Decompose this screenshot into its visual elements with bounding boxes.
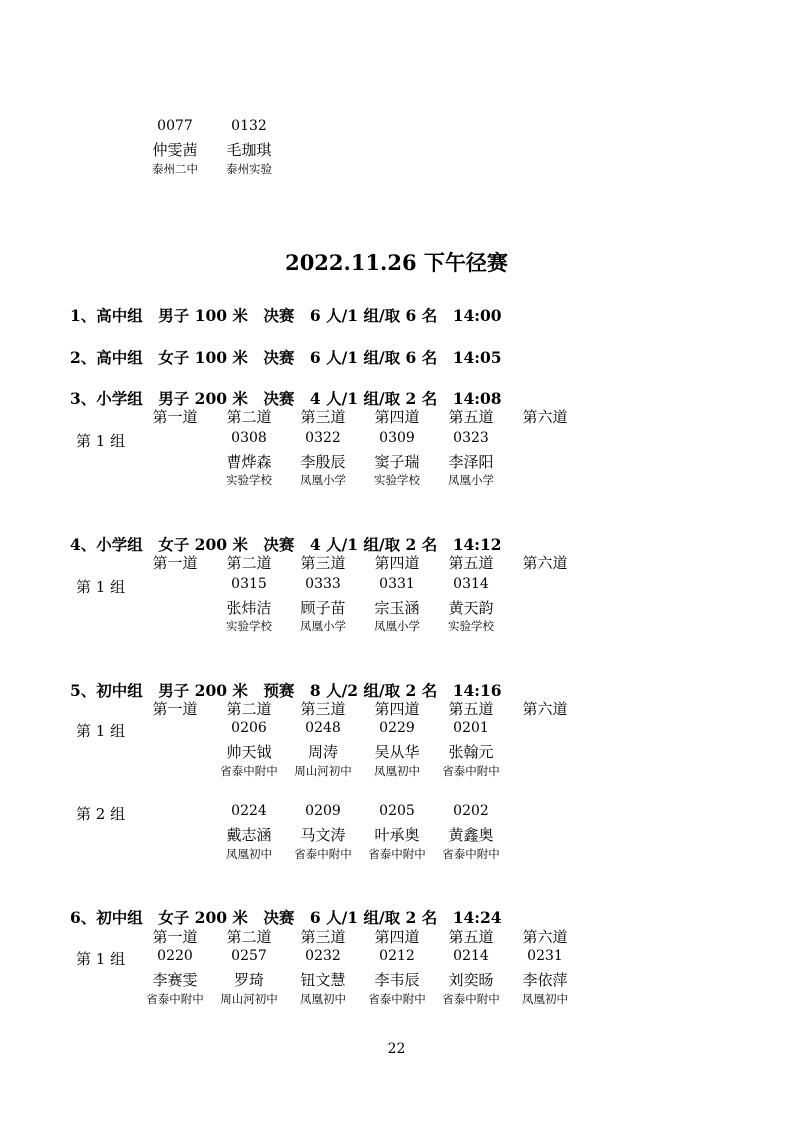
group-label: 第 1 组 xyxy=(76,722,126,740)
entry-school: 省泰中附中 xyxy=(442,847,500,861)
entry-school: 省泰中附中 xyxy=(294,847,352,861)
entry-id: 0224 xyxy=(231,803,267,819)
entry-school: 实验学校 xyxy=(374,473,420,487)
entry-id: 0205 xyxy=(379,803,415,819)
entry-id: 0212 xyxy=(379,948,415,964)
entry-id: 0248 xyxy=(305,720,341,736)
entry-school: 实验学校 xyxy=(226,619,272,633)
event-header-3: 3、小学组 男子 200 米 决赛 4 人/1 组/取 2 名 14:08 xyxy=(70,389,502,408)
entry-name: 毛珈琪 xyxy=(226,141,272,159)
group-label: 第 1 组 xyxy=(76,578,126,596)
entry-id: 0232 xyxy=(305,948,341,964)
entry-name: 张炜洁 xyxy=(226,599,272,617)
entry-id: 0323 xyxy=(453,430,489,446)
entry-name: 罗琦 xyxy=(233,971,264,989)
entry-name: 戴志涵 xyxy=(226,826,272,844)
entry-school: 省泰中附中 xyxy=(368,992,426,1006)
entry-school: 省泰中附中 xyxy=(220,764,278,778)
entry-school: 泰州二中 xyxy=(152,162,198,176)
lane-header: 第六道 xyxy=(522,408,568,426)
event-header-2: 2、高中组 女子 100 米 决赛 6 人/1 组/取 6 名 14:05 xyxy=(70,348,502,367)
lane-header: 第一道 xyxy=(152,554,198,572)
entry-school: 周山河初中 xyxy=(294,764,352,778)
entry-name: 李殷辰 xyxy=(300,453,346,471)
lane-header: 第一道 xyxy=(152,408,198,426)
lane-header: 第三道 xyxy=(300,554,346,572)
entry-name: 李依萍 xyxy=(522,971,568,989)
entry-name: 吴从华 xyxy=(374,743,420,761)
entry-school: 周山河初中 xyxy=(220,992,278,1006)
entry-id: 0220 xyxy=(157,948,193,964)
entry-id: 0229 xyxy=(379,720,415,736)
entry-name: 宗玉涵 xyxy=(374,599,420,617)
entry-id: 0331 xyxy=(379,576,415,592)
page-title: 2022.11.26 下午径赛 xyxy=(285,250,508,275)
lane-header: 第一道 xyxy=(152,928,198,946)
lane-header: 第四道 xyxy=(374,408,420,426)
entry-name: 窦子瑞 xyxy=(374,453,420,471)
lane-header: 第一道 xyxy=(152,700,198,718)
lane-header: 第五道 xyxy=(448,554,494,572)
entry-id: 0077 xyxy=(157,118,193,134)
lane-header: 第五道 xyxy=(448,928,494,946)
lane-header: 第二道 xyxy=(226,700,272,718)
entry-name: 李泽阳 xyxy=(448,453,494,471)
lane-header: 第五道 xyxy=(448,700,494,718)
entry-name: 刘奕旸 xyxy=(448,971,494,989)
entry-school: 凤凰小学 xyxy=(300,619,346,633)
entry-name: 黄鑫奥 xyxy=(448,826,494,844)
lane-header: 第六道 xyxy=(522,554,568,572)
entry-school: 凤凰初中 xyxy=(374,764,420,778)
entry-school: 凤凰初中 xyxy=(226,847,272,861)
entry-id: 0314 xyxy=(453,576,489,592)
entry-name: 张翰元 xyxy=(448,743,494,761)
event-header-1: 1、高中组 男子 100 米 决赛 6 人/1 组/取 6 名 14:00 xyxy=(70,306,502,325)
entry-id: 0309 xyxy=(379,430,415,446)
entry-id: 0315 xyxy=(231,576,267,592)
event-header-6: 6、初中组 女子 200 米 决赛 6 人/1 组/取 2 名 14:24 xyxy=(70,908,502,927)
entry-school: 省泰中附中 xyxy=(442,764,500,778)
group-label: 第 1 组 xyxy=(76,432,126,450)
entry-id: 0214 xyxy=(453,948,489,964)
lane-header: 第三道 xyxy=(300,928,346,946)
lane-header: 第二道 xyxy=(226,928,272,946)
lane-header: 第五道 xyxy=(448,408,494,426)
lane-header: 第三道 xyxy=(300,408,346,426)
entry-id: 0308 xyxy=(231,430,267,446)
event-header-4: 4、小学组 女子 200 米 决赛 4 人/1 组/取 2 名 14:12 xyxy=(70,535,502,554)
entry-school: 省泰中附中 xyxy=(368,847,426,861)
entry-school: 省泰中附中 xyxy=(442,992,500,1006)
group-label: 第 2 组 xyxy=(76,805,126,823)
entry-name: 李赛雯 xyxy=(152,971,198,989)
lane-header: 第二道 xyxy=(226,554,272,572)
entry-name: 黄天韵 xyxy=(448,599,494,617)
lane-header: 第四道 xyxy=(374,700,420,718)
entry-id: 0209 xyxy=(305,803,341,819)
entry-id: 0333 xyxy=(305,576,341,592)
lane-header: 第二道 xyxy=(226,408,272,426)
entry-name: 叶承奥 xyxy=(374,826,420,844)
entry-id: 0206 xyxy=(231,720,267,736)
lane-header: 第四道 xyxy=(374,928,420,946)
entry-school: 凤凰初中 xyxy=(522,992,568,1006)
lane-header: 第六道 xyxy=(522,928,568,946)
entry-id: 0201 xyxy=(453,720,489,736)
entry-id: 0322 xyxy=(305,430,341,446)
entry-id: 0231 xyxy=(527,948,563,964)
entry-name: 马文涛 xyxy=(300,826,346,844)
entry-school: 凤凰初中 xyxy=(300,992,346,1006)
entry-id: 0132 xyxy=(231,118,267,134)
entry-name: 仲雯茜 xyxy=(152,141,198,159)
entry-id: 0257 xyxy=(231,948,267,964)
entry-name: 钮文慧 xyxy=(300,971,346,989)
entry-name: 李韦辰 xyxy=(374,971,420,989)
group-label: 第 1 组 xyxy=(76,950,126,968)
lane-header: 第四道 xyxy=(374,554,420,572)
entry-name: 周涛 xyxy=(307,743,338,761)
entry-school: 实验学校 xyxy=(448,619,494,633)
entry-id: 0202 xyxy=(453,803,489,819)
entry-school: 实验学校 xyxy=(226,473,272,487)
entry-school: 泰州实验 xyxy=(226,162,272,176)
entry-name: 顾子苗 xyxy=(300,599,346,617)
lane-header: 第六道 xyxy=(522,700,568,718)
entry-school: 凤凰小学 xyxy=(448,473,494,487)
entry-name: 曹烨森 xyxy=(226,453,272,471)
event-header-5: 5、初中组 男子 200 米 预赛 8 人/2 组/取 2 名 14:16 xyxy=(70,681,502,700)
page-number: 22 xyxy=(387,1041,406,1057)
entry-school: 省泰中附中 xyxy=(146,992,204,1006)
entry-name: 帅天钺 xyxy=(226,743,272,761)
entry-school: 凤凰小学 xyxy=(374,619,420,633)
lane-header: 第三道 xyxy=(300,700,346,718)
entry-school: 凤凰小学 xyxy=(300,473,346,487)
